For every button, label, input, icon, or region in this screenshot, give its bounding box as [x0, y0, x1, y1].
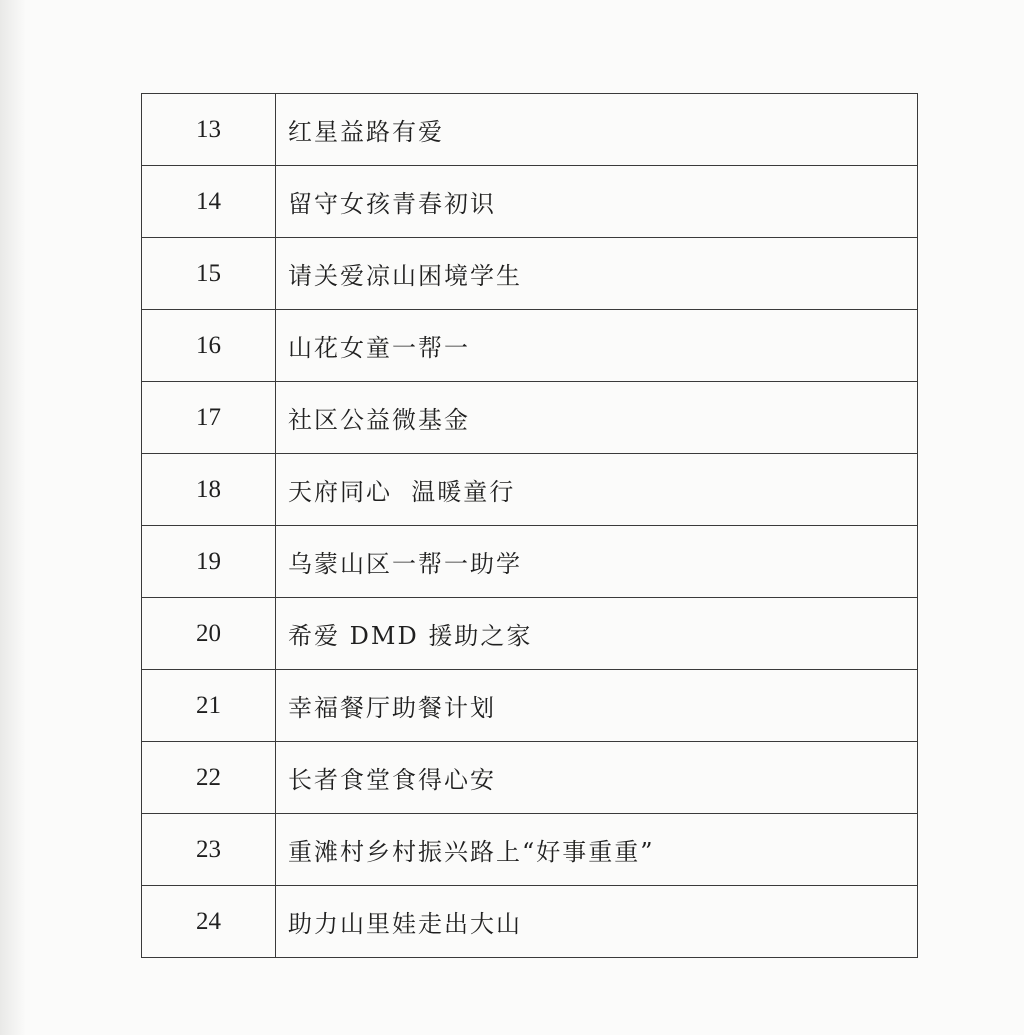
table-row — [142, 670, 918, 742]
table-row — [142, 598, 918, 670]
project-name: 乌蒙山区一帮一助学 — [276, 526, 918, 598]
page-edge-shadow — [0, 0, 26, 1035]
row-number: 20 — [142, 598, 276, 670]
project-name: 希爱 DMD 援助之家 — [276, 598, 918, 670]
project-name: 请关爱凉山困境学生 — [276, 238, 918, 310]
row-number: 14 — [142, 166, 276, 238]
table-row — [142, 94, 918, 166]
table-row — [142, 742, 918, 814]
table-row — [142, 454, 918, 526]
table-row — [142, 238, 918, 310]
project-name: 社区公益微基金 — [276, 382, 918, 454]
project-table-body — [142, 94, 918, 958]
project-name: 红星益路有爱 — [276, 94, 918, 166]
row-number: 23 — [142, 814, 276, 886]
row-number: 19 — [142, 526, 276, 598]
project-table — [141, 93, 918, 958]
project-name: 山花女童一帮一 — [276, 310, 918, 382]
table-row — [142, 382, 918, 454]
project-name: 助力山里娃走出大山 — [276, 886, 918, 958]
table-row — [142, 886, 918, 958]
row-number: 24 — [142, 886, 276, 958]
table-row — [142, 814, 918, 886]
row-number: 15 — [142, 238, 276, 310]
table-row — [142, 310, 918, 382]
project-name: 留守女孩青春初识 — [276, 166, 918, 238]
row-number: 21 — [142, 670, 276, 742]
row-number: 17 — [142, 382, 276, 454]
row-number: 16 — [142, 310, 276, 382]
row-number: 22 — [142, 742, 276, 814]
project-name: 天府同心 温暖童行 — [276, 454, 918, 526]
project-name: 重滩村乡村振兴路上“好事重重” — [276, 814, 918, 886]
row-number: 18 — [142, 454, 276, 526]
project-name: 长者食堂食得心安 — [276, 742, 918, 814]
row-number: 13 — [142, 94, 276, 166]
project-name: 幸福餐厅助餐计划 — [276, 670, 918, 742]
table-row — [142, 526, 918, 598]
table-row — [142, 166, 918, 238]
